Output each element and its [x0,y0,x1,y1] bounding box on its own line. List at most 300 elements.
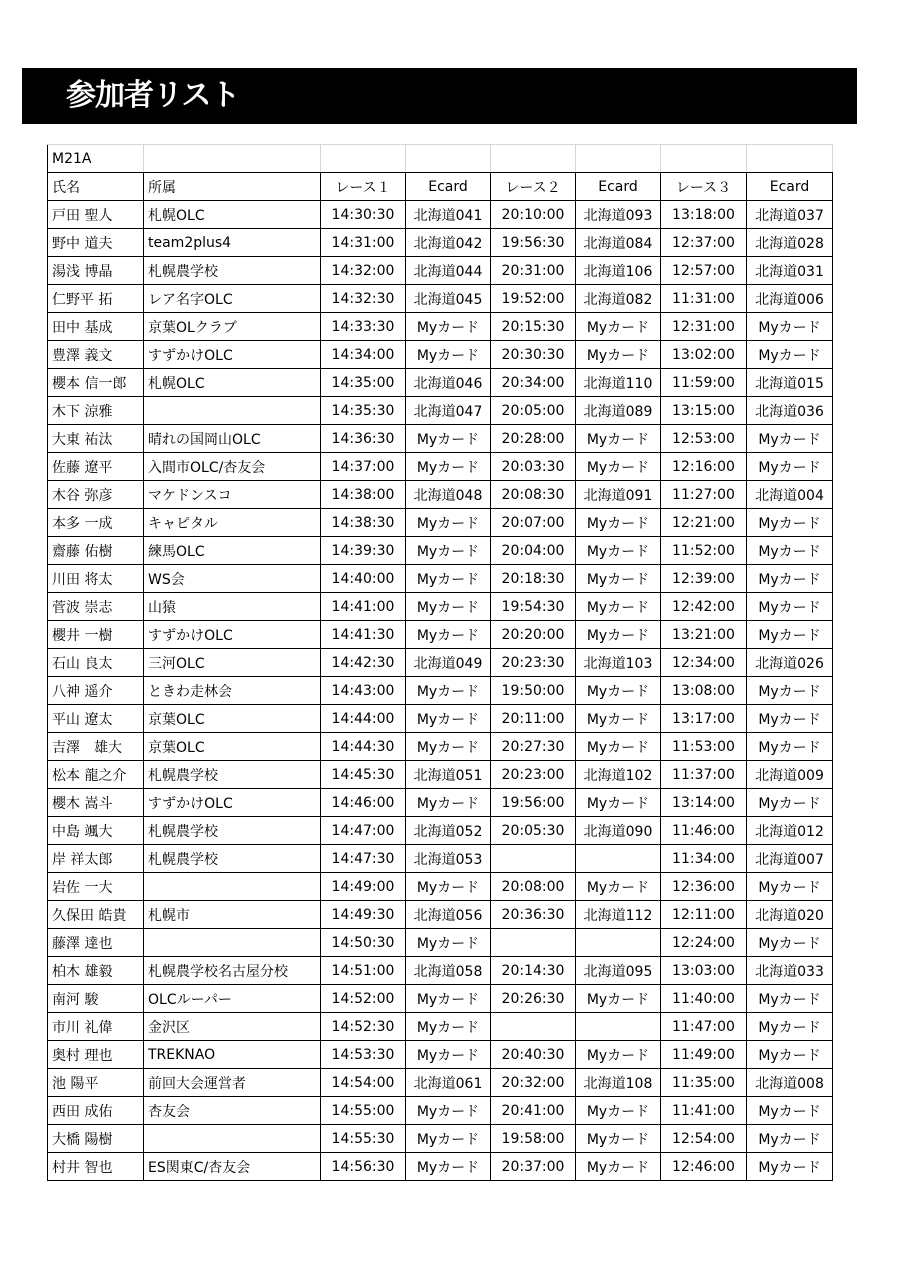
participant-name: 南河 駿 [48,985,144,1013]
race-2-start: 19:50:00 [491,677,576,705]
race-3-ecard: Myカード [747,453,833,481]
title-bar [22,68,857,124]
participant-name: 戸田 聖人 [48,201,144,229]
race-1-ecard: Myカード [406,789,491,817]
race-1-ecard: 北海道048 [406,481,491,509]
participant-name: 本多 一成 [48,509,144,537]
race-1-ecard: 北海道056 [406,901,491,929]
race-3-start: 12:54:00 [661,1125,747,1153]
table-row [48,1125,833,1153]
header-race-1: レース１ [321,173,406,201]
race-1-start: 14:49:30 [321,901,406,929]
race-2-ecard: Myカード [576,789,661,817]
race-2-start: 20:15:30 [491,313,576,341]
race-3-start: 12:16:00 [661,453,747,481]
participant-club: すずかけOLC [144,621,321,649]
race-2-ecard: Myカード [576,985,661,1013]
race-3-ecard: 北海道004 [747,481,833,509]
table-row [48,229,833,257]
race-2-start: 20:34:00 [491,369,576,397]
race-2-ecard: Myカード [576,313,661,341]
race-2-ecard: Myカード [576,733,661,761]
table-row [48,761,833,789]
participant-club: 札幌市 [144,901,321,929]
race-1-ecard: 北海道047 [406,397,491,425]
race-1-start: 14:40:00 [321,565,406,593]
participant-club: team2plus4 [144,229,321,257]
race-1-start: 14:55:00 [321,1097,406,1125]
participant-name: 佐藤 遼平 [48,453,144,481]
empty-cell [576,145,661,173]
race-1-ecard: 北海道045 [406,285,491,313]
race-2-start: 19:54:30 [491,593,576,621]
race-3-start: 12:37:00 [661,229,747,257]
participant-name: 木谷 弥彦 [48,481,144,509]
race-2-ecard: Myカード [576,1097,661,1125]
race-3-ecard: Myカード [747,1153,833,1181]
participant-club [144,929,321,957]
race-1-ecard: 北海道061 [406,1069,491,1097]
race-1-start: 14:51:00 [321,957,406,985]
participant-club: 札幌農学校 [144,817,321,845]
race-2-ecard: Myカード [576,677,661,705]
race-1-ecard: 北海道046 [406,369,491,397]
race-3-start: 12:11:00 [661,901,747,929]
race-3-start: 13:17:00 [661,705,747,733]
race-3-ecard: Myカード [747,593,833,621]
table-row [48,285,833,313]
race-3-ecard: Myカード [747,705,833,733]
race-2-start: 20:32:00 [491,1069,576,1097]
table-row [48,957,833,985]
race-1-ecard: Myカード [406,341,491,369]
race-1-start: 14:52:30 [321,1013,406,1041]
participant-name: 櫻井 一樹 [48,621,144,649]
header-ecard-3: Ecard [747,173,833,201]
race-1-start: 14:49:00 [321,873,406,901]
participant-club: 入間市OLC/杏友会 [144,453,321,481]
race-2-start: 19:56:30 [491,229,576,257]
race-2-ecard: Myカード [576,873,661,901]
participant-club: マケドンスコ [144,481,321,509]
race-1-ecard: Myカード [406,1125,491,1153]
race-2-start: 20:05:30 [491,817,576,845]
race-2-start: 19:56:00 [491,789,576,817]
race-1-start: 14:39:30 [321,537,406,565]
race-2-start: 20:03:30 [491,453,576,481]
race-3-ecard: Myカード [747,929,833,957]
participant-name: 松本 龍之介 [48,761,144,789]
race-2-start: 19:52:00 [491,285,576,313]
race-1-start: 14:55:30 [321,1125,406,1153]
table-row [48,565,833,593]
table-row [48,369,833,397]
table-row [48,341,833,369]
table-row [48,537,833,565]
race-1-start: 14:46:00 [321,789,406,817]
race-2-start: 20:20:00 [491,621,576,649]
race-1-start: 14:31:00 [321,229,406,257]
table-row [48,453,833,481]
race-3-start: 12:36:00 [661,873,747,901]
race-1-ecard: Myカード [406,1153,491,1181]
race-3-start: 11:46:00 [661,817,747,845]
race-3-ecard: 北海道008 [747,1069,833,1097]
race-3-ecard: 北海道020 [747,901,833,929]
race-1-ecard: Myカード [406,929,491,957]
race-3-start: 12:21:00 [661,509,747,537]
race-3-ecard: 北海道028 [747,229,833,257]
race-2-start [491,929,576,957]
race-3-ecard: Myカード [747,1097,833,1125]
race-1-ecard: 北海道041 [406,201,491,229]
race-3-start: 12:42:00 [661,593,747,621]
race-3-start: 11:37:00 [661,761,747,789]
header-race-3: レース３ [661,173,747,201]
table-row [48,1153,833,1181]
race-3-start: 13:03:00 [661,957,747,985]
race-2-ecard: Myカード [576,453,661,481]
participant-club: すずかけOLC [144,789,321,817]
race-2-ecard: 北海道084 [576,229,661,257]
race-1-start: 14:45:30 [321,761,406,789]
table-row [48,677,833,705]
race-2-start: 20:08:00 [491,873,576,901]
participant-name: 久保田 皓貴 [48,901,144,929]
participant-name: 櫻本 信一郎 [48,369,144,397]
race-1-start: 14:37:00 [321,453,406,481]
participant-name: 市川 礼偉 [48,1013,144,1041]
race-3-start: 11:34:00 [661,845,747,873]
race-2-start: 20:08:30 [491,481,576,509]
participant-club: 前回大会運営者 [144,1069,321,1097]
participant-name: 村井 智也 [48,1153,144,1181]
race-2-ecard: Myカード [576,341,661,369]
race-1-start: 14:35:00 [321,369,406,397]
participant-club: 札幌農学校名古屋分校 [144,957,321,985]
participant-club: 金沢区 [144,1013,321,1041]
empty-cell [406,145,491,173]
race-3-ecard: Myカード [747,789,833,817]
header-name: 氏名 [48,173,144,201]
race-2-ecard: Myカード [576,621,661,649]
participant-name: 平山 遼太 [48,705,144,733]
race-1-start: 14:38:00 [321,481,406,509]
table-row [48,1041,833,1069]
table-row [48,621,833,649]
race-2-ecard: 北海道090 [576,817,661,845]
participant-club: WS会 [144,565,321,593]
table-row [48,201,833,229]
participant-name: 川田 将太 [48,565,144,593]
race-2-start: 20:31:00 [491,257,576,285]
race-3-ecard: Myカード [747,313,833,341]
race-3-start: 11:49:00 [661,1041,747,1069]
participant-club: 京葉OLクラブ [144,313,321,341]
race-2-start [491,845,576,873]
participant-club: すずかけOLC [144,341,321,369]
race-3-start: 11:47:00 [661,1013,747,1041]
race-1-ecard: Myカード [406,593,491,621]
table-row [48,817,833,845]
race-3-start: 11:41:00 [661,1097,747,1125]
header-ecard-1: Ecard [406,173,491,201]
race-1-ecard: 北海道044 [406,257,491,285]
race-1-start: 14:42:30 [321,649,406,677]
participant-club: 杏友会 [144,1097,321,1125]
table-row [48,901,833,929]
race-3-start: 12:53:00 [661,425,747,453]
race-1-ecard: Myカード [406,453,491,481]
race-3-ecard: 北海道026 [747,649,833,677]
race-2-ecard: 北海道106 [576,257,661,285]
participant-club: OLCルーパー [144,985,321,1013]
participant-club: 練馬OLC [144,537,321,565]
race-1-start: 14:34:00 [321,341,406,369]
participant-table [47,144,833,1181]
participant-name: 中島 颯大 [48,817,144,845]
race-3-ecard: Myカード [747,677,833,705]
participant-club [144,873,321,901]
table-row [48,1069,833,1097]
race-2-ecard: 北海道091 [576,481,661,509]
race-2-ecard: Myカード [576,593,661,621]
race-1-start: 14:43:00 [321,677,406,705]
header-ecard-2: Ecard [576,173,661,201]
participant-club: 札幌農学校 [144,761,321,789]
race-2-start: 20:41:00 [491,1097,576,1125]
race-3-ecard: Myカード [747,1041,833,1069]
participant-club: 京葉OLC [144,705,321,733]
race-1-ecard: 北海道058 [406,957,491,985]
race-1-ecard: Myカード [406,985,491,1013]
participant-club: ES関東C/杏友会 [144,1153,321,1181]
race-2-start: 20:10:00 [491,201,576,229]
race-2-start: 20:04:00 [491,537,576,565]
participant-club: 札幌OLC [144,369,321,397]
table-row [48,789,833,817]
table-row [48,509,833,537]
participant-club: レア名字OLC [144,285,321,313]
participant-name: 岸 祥太郎 [48,845,144,873]
race-3-ecard: Myカード [747,1013,833,1041]
empty-cell [747,145,833,173]
race-1-ecard: Myカード [406,1041,491,1069]
page-title: 参加者リスト [66,78,240,113]
race-1-ecard: 北海道053 [406,845,491,873]
race-1-start: 14:41:30 [321,621,406,649]
race-1-ecard: Myカード [406,621,491,649]
participant-name: 奥村 理也 [48,1041,144,1069]
participant-name: 野中 道夫 [48,229,144,257]
race-3-ecard: Myカード [747,1125,833,1153]
race-3-ecard: 北海道037 [747,201,833,229]
race-2-ecard: 北海道103 [576,649,661,677]
race-3-start: 12:39:00 [661,565,747,593]
participant-name: 櫻木 嵩斗 [48,789,144,817]
race-3-ecard: 北海道015 [747,369,833,397]
race-2-start: 20:26:30 [491,985,576,1013]
participant-name: 大東 祐汰 [48,425,144,453]
race-1-ecard: Myカード [406,677,491,705]
race-3-ecard: 北海道007 [747,845,833,873]
race-1-start: 14:52:00 [321,985,406,1013]
participant-club: 札幌農学校 [144,257,321,285]
participant-club: 晴れの国岡山OLC [144,425,321,453]
empty-cell [491,145,576,173]
participant-club [144,1125,321,1153]
participant-name: 吉澤 雄大 [48,733,144,761]
participant-club: 京葉OLC [144,733,321,761]
race-3-ecard: Myカード [747,621,833,649]
race-3-ecard: Myカード [747,873,833,901]
participant-club: ときわ走林会 [144,677,321,705]
empty-cell [661,145,747,173]
participant-club: キャピタル [144,509,321,537]
table-row [48,733,833,761]
participant-name: 岩佐 一大 [48,873,144,901]
race-3-start: 12:24:00 [661,929,747,957]
race-2-ecard: 北海道110 [576,369,661,397]
race-2-ecard: Myカード [576,537,661,565]
participant-name: 西田 成佑 [48,1097,144,1125]
race-3-ecard: Myカード [747,425,833,453]
race-3-start: 12:46:00 [661,1153,747,1181]
race-1-start: 14:30:30 [321,201,406,229]
table-row [48,481,833,509]
race-2-start [491,1013,576,1041]
race-2-ecard [576,845,661,873]
participant-name: 菅波 崇志 [48,593,144,621]
race-2-ecard: Myカード [576,1153,661,1181]
race-2-start: 20:37:00 [491,1153,576,1181]
race-3-ecard: Myカード [747,733,833,761]
race-2-ecard: 北海道093 [576,201,661,229]
race-1-start: 14:53:30 [321,1041,406,1069]
table-row [48,985,833,1013]
race-1-ecard: 北海道052 [406,817,491,845]
empty-cell [144,145,321,173]
participant-name: 湯浅 博晶 [48,257,144,285]
participant-club: 山猿 [144,593,321,621]
race-1-ecard: Myカード [406,733,491,761]
race-1-start: 14:32:00 [321,257,406,285]
header-race-2: レース２ [491,173,576,201]
table-row [48,649,833,677]
race-1-ecard: Myカード [406,705,491,733]
race-2-ecard: Myカード [576,1041,661,1069]
race-2-start: 20:14:30 [491,957,576,985]
participant-name: 柏木 雄毅 [48,957,144,985]
race-3-ecard: Myカード [747,565,833,593]
participant-name: 田中 基成 [48,313,144,341]
table-row [48,705,833,733]
race-1-start: 14:47:30 [321,845,406,873]
race-2-start: 19:58:00 [491,1125,576,1153]
race-1-ecard: Myカード [406,425,491,453]
race-1-start: 14:44:00 [321,705,406,733]
race-2-start: 20:05:00 [491,397,576,425]
race-1-ecard: Myカード [406,509,491,537]
race-2-ecard: 北海道095 [576,957,661,985]
header-club: 所属 [144,173,321,201]
participant-name: 豊澤 義文 [48,341,144,369]
participant-club: 三河OLC [144,649,321,677]
race-3-start: 13:02:00 [661,341,747,369]
participant-name: 齋藤 佑樹 [48,537,144,565]
race-1-ecard: Myカード [406,873,491,901]
header-row [48,173,833,201]
table-row [48,313,833,341]
participant-name: 木下 涼雅 [48,397,144,425]
table-row [48,873,833,901]
race-3-ecard: Myカード [747,509,833,537]
race-3-ecard: Myカード [747,537,833,565]
race-1-ecard: 北海道049 [406,649,491,677]
race-3-ecard: 北海道006 [747,285,833,313]
race-2-ecard [576,1013,661,1041]
race-3-ecard: 北海道009 [747,761,833,789]
table-row [48,1013,833,1041]
participant-club: TREKNAO [144,1041,321,1069]
table-row [48,845,833,873]
race-2-ecard [576,929,661,957]
race-1-ecard: Myカード [406,537,491,565]
race-3-start: 13:21:00 [661,621,747,649]
table-row [48,397,833,425]
category-row [48,145,833,173]
race-3-start: 11:31:00 [661,285,747,313]
participant-name: 石山 良太 [48,649,144,677]
race-1-start: 14:56:30 [321,1153,406,1181]
race-1-ecard: Myカード [406,313,491,341]
race-2-start: 20:11:00 [491,705,576,733]
race-2-ecard: 北海道089 [576,397,661,425]
race-2-ecard: Myカード [576,1125,661,1153]
race-1-start: 14:38:30 [321,509,406,537]
race-3-start: 12:31:00 [661,313,747,341]
race-3-start: 11:35:00 [661,1069,747,1097]
race-3-ecard: 北海道031 [747,257,833,285]
race-2-ecard: 北海道082 [576,285,661,313]
race-3-start: 13:08:00 [661,677,747,705]
race-2-ecard: Myカード [576,565,661,593]
participant-name: 池 陽平 [48,1069,144,1097]
race-2-start: 20:28:00 [491,425,576,453]
race-1-start: 14:35:30 [321,397,406,425]
race-3-start: 12:57:00 [661,257,747,285]
race-3-start: 11:52:00 [661,537,747,565]
race-2-start: 20:40:30 [491,1041,576,1069]
race-1-ecard: Myカード [406,565,491,593]
participant-name: 仁野平 拓 [48,285,144,313]
race-3-start: 12:34:00 [661,649,747,677]
race-2-start: 20:23:00 [491,761,576,789]
category-label: M21A [48,145,144,173]
race-1-start: 14:54:00 [321,1069,406,1097]
race-1-start: 14:50:30 [321,929,406,957]
race-2-start: 20:27:30 [491,733,576,761]
race-3-start: 13:18:00 [661,201,747,229]
race-3-start: 13:14:00 [661,789,747,817]
participant-name: 藤澤 達也 [48,929,144,957]
race-3-ecard: Myカード [747,341,833,369]
race-3-start: 11:40:00 [661,985,747,1013]
empty-cell [321,145,406,173]
race-2-start: 20:23:30 [491,649,576,677]
race-3-start: 13:15:00 [661,397,747,425]
race-3-ecard: 北海道036 [747,397,833,425]
